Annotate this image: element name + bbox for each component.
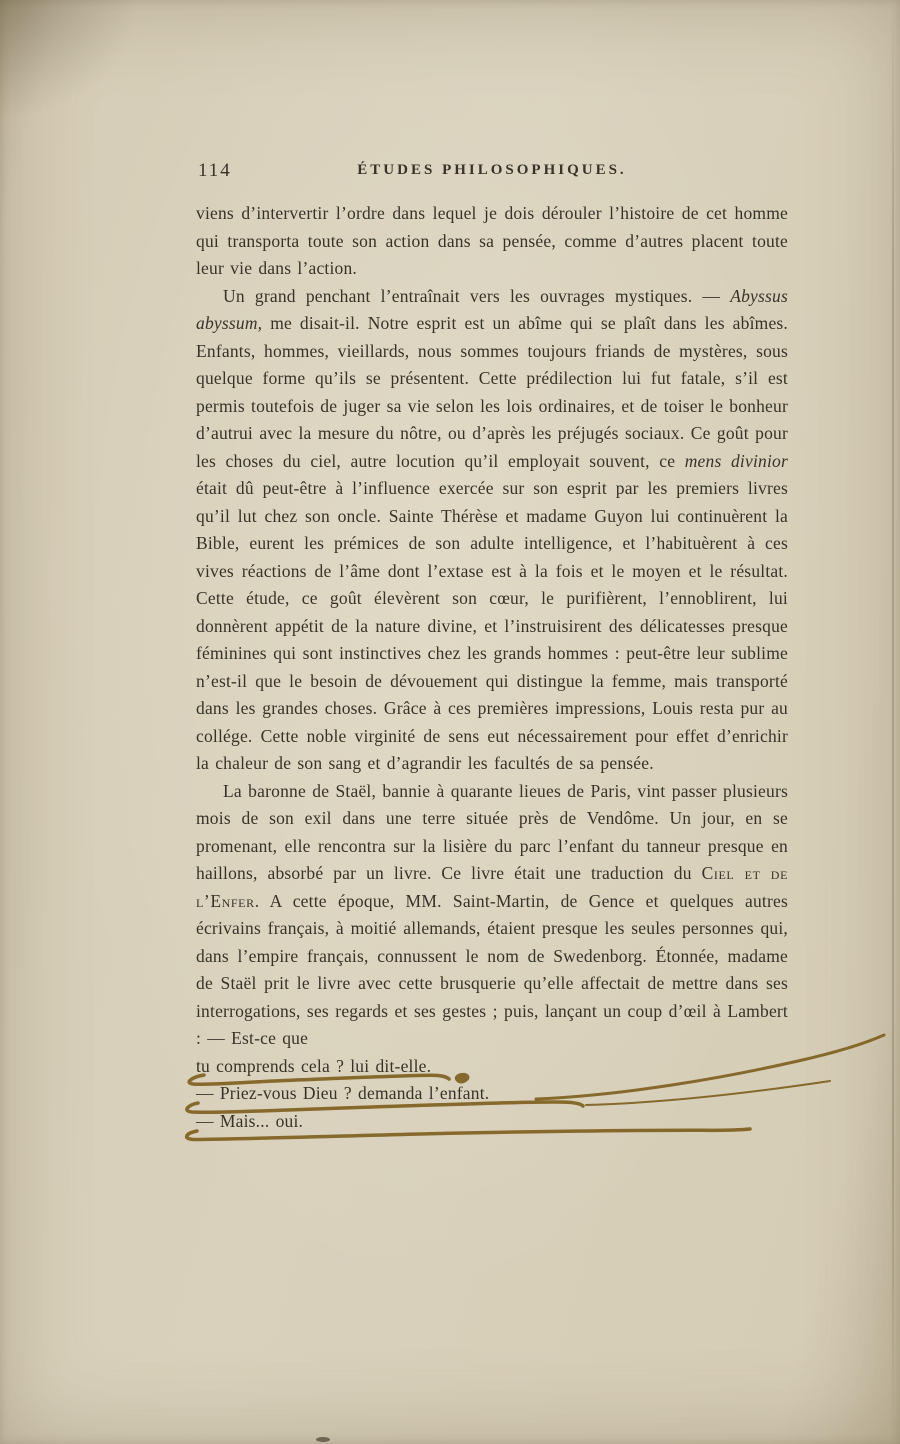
text-run: . A cette époque, MM. Saint-Martin, de Gence et quelques autres écrivains français, à moitié allemands, étaient presque les seules personnes qui, dans l’empire français, connussent le nom de Swedenborg. Étonnée, madame de Staël prit le livre avec cette brusquerie qu’elle affectait de mettre dans ses interrogations, ses regards et ses gestes ; puis, lançant un coup d’œil à Lambert : — Est-ce que [196,890,788,1048]
text-run: viens d’intervertir l’ordre dans lequel je dois dérouler l’histoire de cet homme qui transporta toute son action dans sa pensée, comme d’autres placent toute leur vie dans l’action. [196,203,788,278]
scan-corner-shadow [0,0,140,120]
scan-speck [316,1437,330,1442]
paragraph-line [196,1053,788,1081]
text-run: tu comprends cela ? lui dit-elle. [196,1055,432,1076]
running-head [196,158,788,188]
paragraph-line [196,1080,788,1108]
paragraph [196,200,788,283]
text-run: me disait-il. Notre esprit est un abîme qui se plaît dans les abîmes. Enfants, hommes, vieillards, nous sommes toujours friands de mystères, sous quelque forme qu’ils se présentent. Cette prédilection lui fut fatale, s’il est permis toutefois de juger sa vie selon les lois ordinaires, et de toiser le bonheur d’autrui avec la mesure du nôtre, ou d’après les préjugés sociaux. Ce goût pour les choses du ciel, autre locution qu’il employait souvent, ce [196,313,788,471]
text-run: Un grand penchant l’entraînait vers les ouvrages mystiques. — [223,285,731,306]
running-title: ÉTUDES PHILOSOPHIQUES. [357,162,627,178]
text-run-smallcaps: Ciel et de l’Enfer [196,863,789,911]
paragraph-line [196,1108,788,1136]
text-run: — Priez-vous Dieu ? demanda l’enfant. [196,1083,490,1103]
text-run-italic: Abyssus abyssum, [196,285,788,333]
text-run-italic: mens divinior [684,450,788,471]
page-edge-line [892,0,894,1444]
page-number: 114 [198,160,232,181]
paragraph [196,283,788,778]
text-run: était dû peut-être à l’influence exercée sur son esprit par les premiers livres qu’il lut chez son oncle. Sainte Thérèse et madame Guyon lui continuèrent la Bible, eurent les prémices de son adulte intelligence, et l’habituèrent à ces vives réactions de l’âme dont l’extase est à la fois et le moyen et le résultat. Cette étude, ce goût élevèrent son cœur, le purifièrent, l’ennoblirent, lui donnèrent appétit de la nature divine, et l’instruisirent des délicatesses presque féminines qui sont instinctives chez les grands hommes : peut-être leur sublime n’est-il que le besoin de dévouement qui distingue la femme, mais transporté dans les grandes choses. Grâce à ces premières impressions, Louis resta pur au collége. Cette noble virginité de sens eut nécessairement pour effet d’enrichir la chaleur de son sang et d’agrandir les facultés de sa pensée. [196,478,788,773]
annotated-lines [196,1053,788,1136]
text-run: — Mais... oui. [196,1110,304,1131]
text-run: La baronne de Staël, bannie à quarante lieues de Paris, vint passer plusieurs mois de son exil dans une terre située près de Vendôme. Un jour, en se promenant, elle rencontra sur la lisière du parc l’enfant du tanneur presque en haillons, absorbé par un livre. Ce livre était une traduction du [196,780,788,883]
text-column [196,158,788,1135]
paragraph [196,778,788,1053]
